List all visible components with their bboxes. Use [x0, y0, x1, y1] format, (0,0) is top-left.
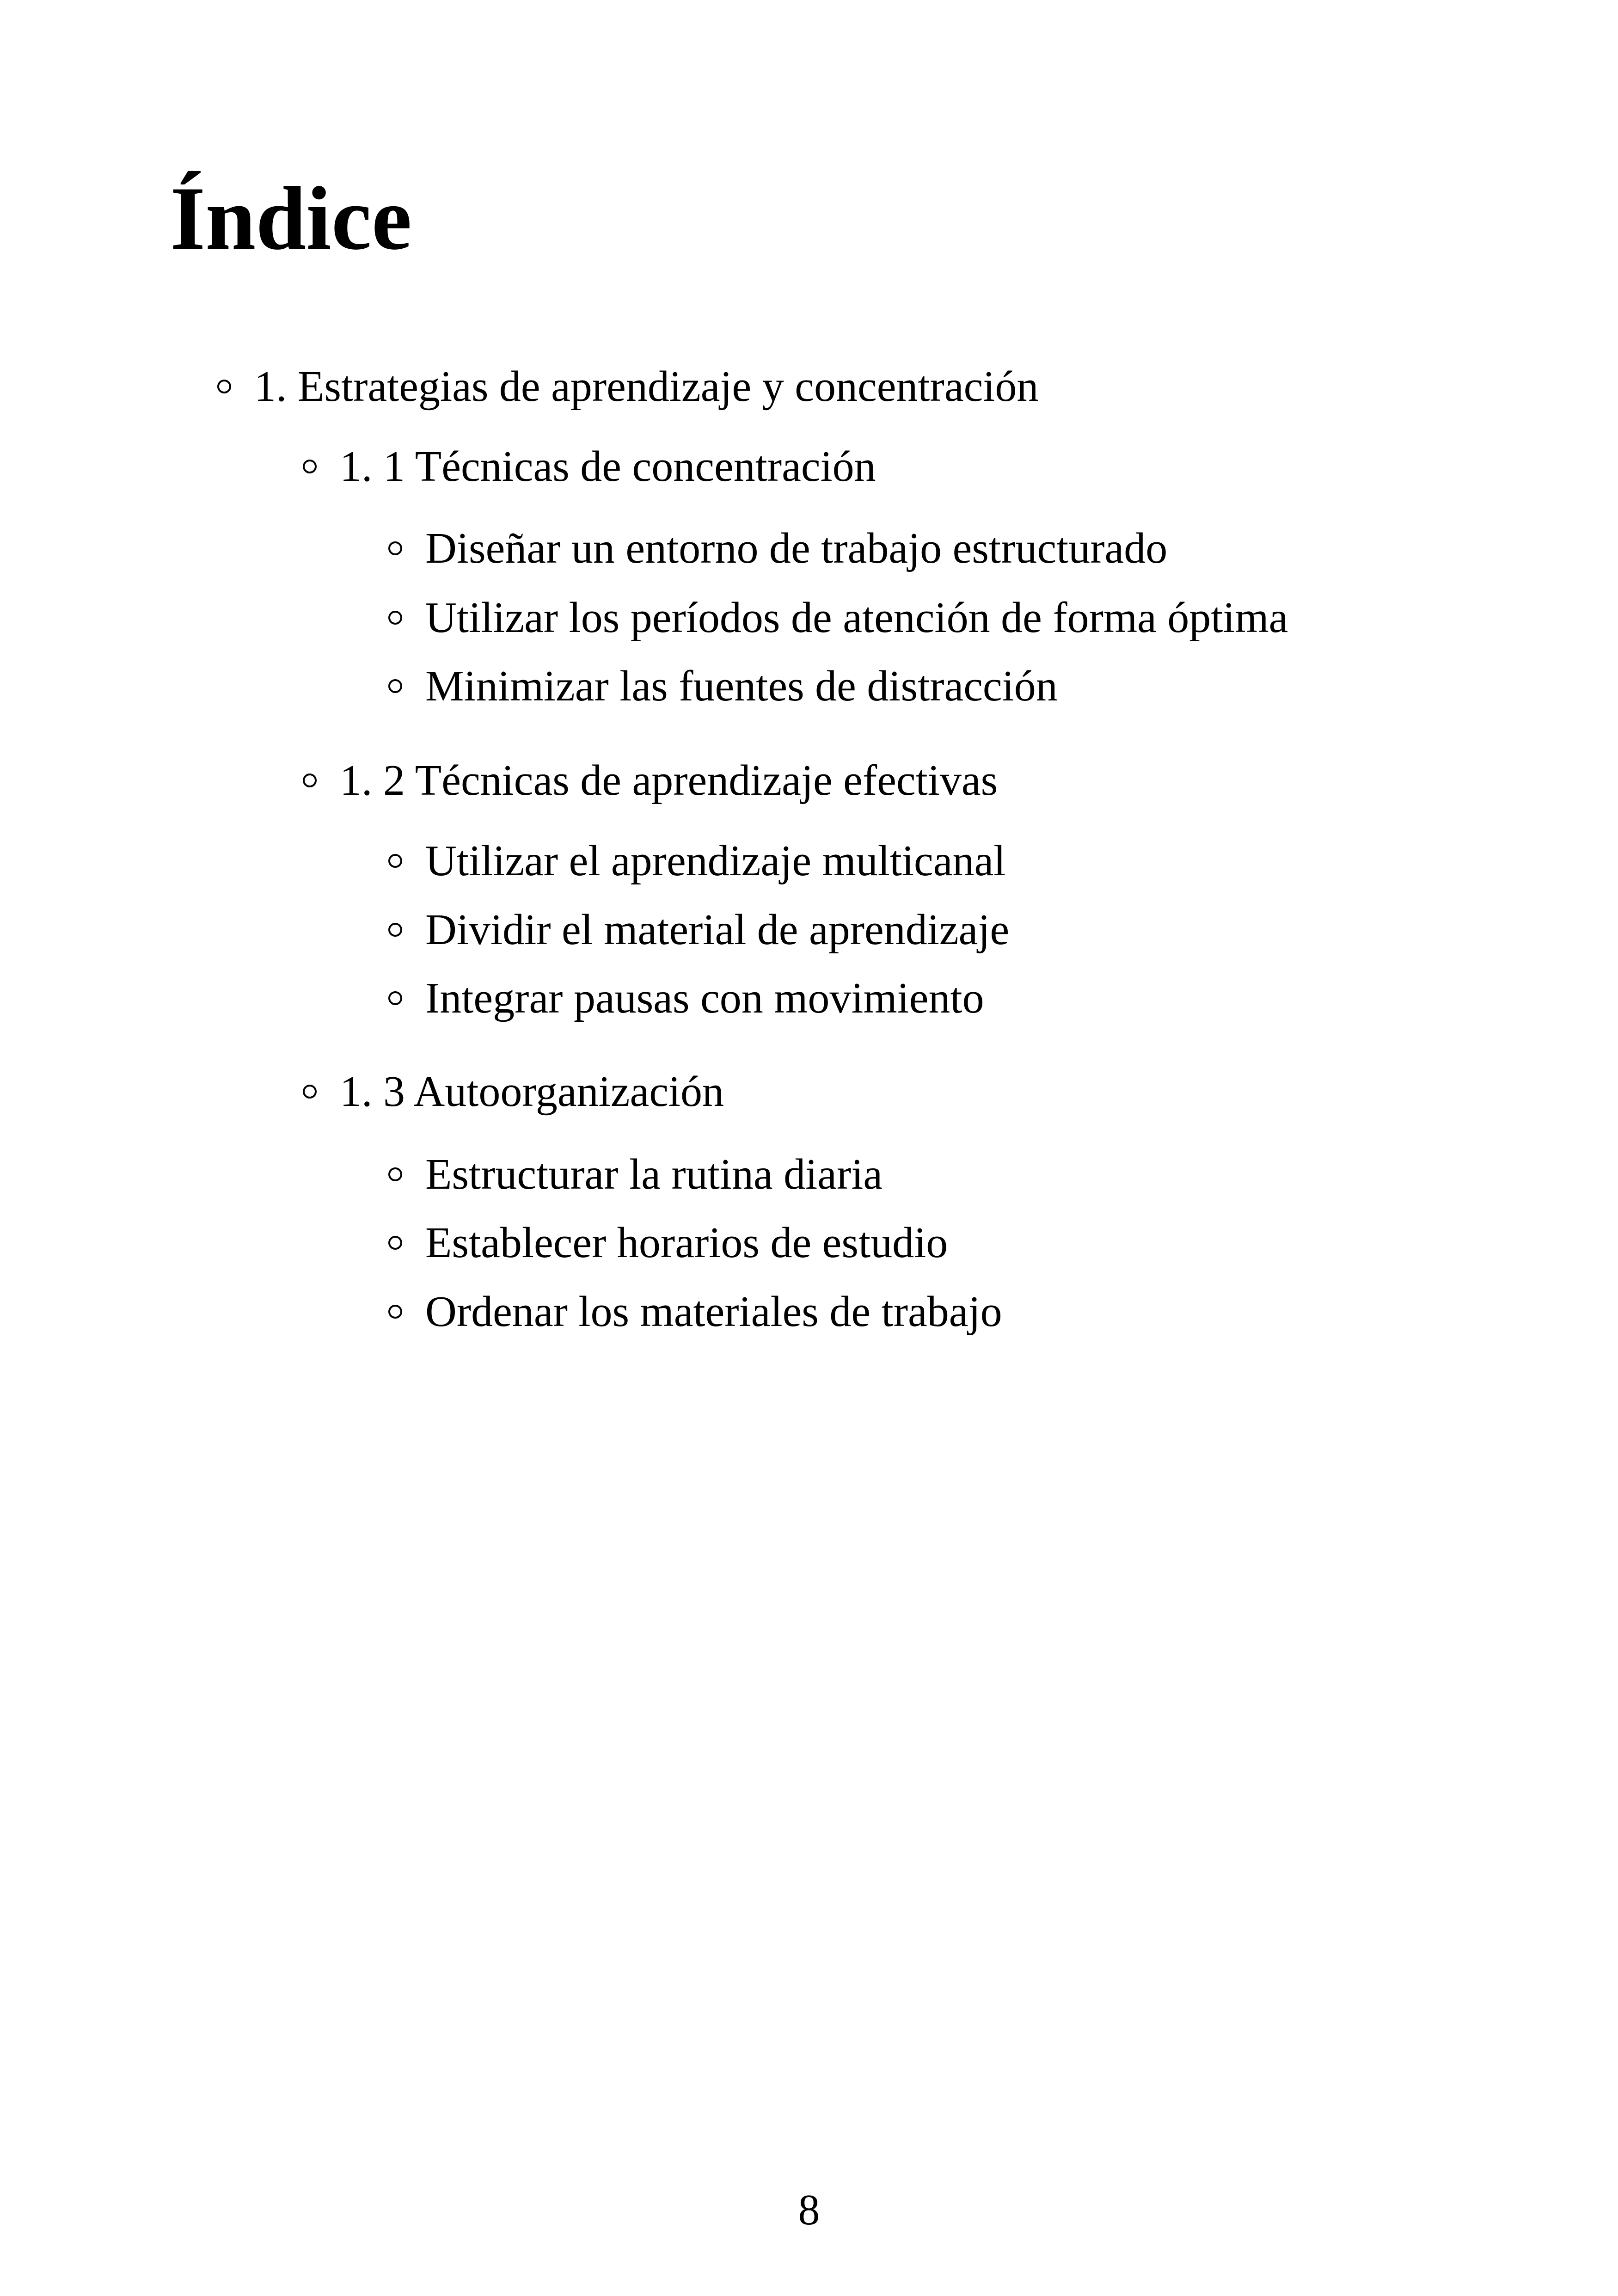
toc-item[interactable]: [388, 835, 1005, 887]
circle-bullet-icon: [388, 679, 402, 693]
toc-chapter-1[interactable]: [217, 361, 1038, 413]
toc-section-1-1[interactable]: [303, 441, 876, 493]
toc-item-label: Utilizar el aprendizaje multicanal: [425, 837, 1006, 885]
circle-bullet-icon: [388, 854, 402, 868]
toc-item[interactable]: [388, 522, 1167, 575]
circle-bullet-icon: [388, 923, 402, 937]
page-number: 8: [798, 2186, 820, 2234]
toc-item[interactable]: [388, 592, 1288, 644]
toc-section-1-2[interactable]: [303, 755, 998, 807]
circle-bullet-icon: [217, 380, 231, 393]
circle-bullet-icon: [303, 774, 317, 787]
toc-chapter-label: 1. Estrategias de aprendizaje y concentración: [254, 362, 1039, 411]
toc-section-label: 1. 3 Autoorganización: [340, 1068, 724, 1116]
toc-item-label: Ordenar los materiales de trabajo: [425, 1288, 1002, 1336]
toc-item[interactable]: [388, 1217, 948, 1269]
page-title: Índice: [170, 168, 412, 269]
toc-item-label: Establecer horarios de estudio: [425, 1219, 948, 1267]
circle-bullet-icon: [388, 1236, 402, 1250]
toc-item[interactable]: [388, 1148, 883, 1201]
toc-item[interactable]: [388, 1286, 1002, 1338]
toc-item-label: Utilizar los períodos de atención de forma óptima: [425, 594, 1288, 642]
circle-bullet-icon: [303, 1085, 317, 1099]
toc-item[interactable]: [388, 904, 1009, 956]
circle-bullet-icon: [303, 460, 317, 473]
toc-section-label: 1. 2 Técnicas de aprendizaje efectivas: [340, 756, 998, 804]
toc-item-label: Integrar pausas con movimiento: [425, 974, 984, 1022]
toc-item-label: Estructurar la rutina diaria: [425, 1150, 883, 1198]
toc-item[interactable]: [388, 972, 984, 1025]
circle-bullet-icon: [388, 541, 402, 555]
circle-bullet-icon: [388, 1305, 402, 1319]
circle-bullet-icon: [388, 991, 402, 1005]
toc-item-label: Diseñar un entorno de trabajo estructurado: [425, 524, 1168, 572]
circle-bullet-icon: [388, 1167, 402, 1181]
circle-bullet-icon: [388, 611, 402, 625]
toc-section-label: 1. 1 Técnicas de concentración: [340, 442, 876, 491]
toc-item-label: Dividir el material de aprendizaje: [425, 906, 1010, 954]
toc-item[interactable]: [388, 660, 1058, 712]
toc-section-1-3[interactable]: [303, 1066, 724, 1118]
toc-item-label: Minimizar las fuentes de distracción: [425, 662, 1058, 710]
